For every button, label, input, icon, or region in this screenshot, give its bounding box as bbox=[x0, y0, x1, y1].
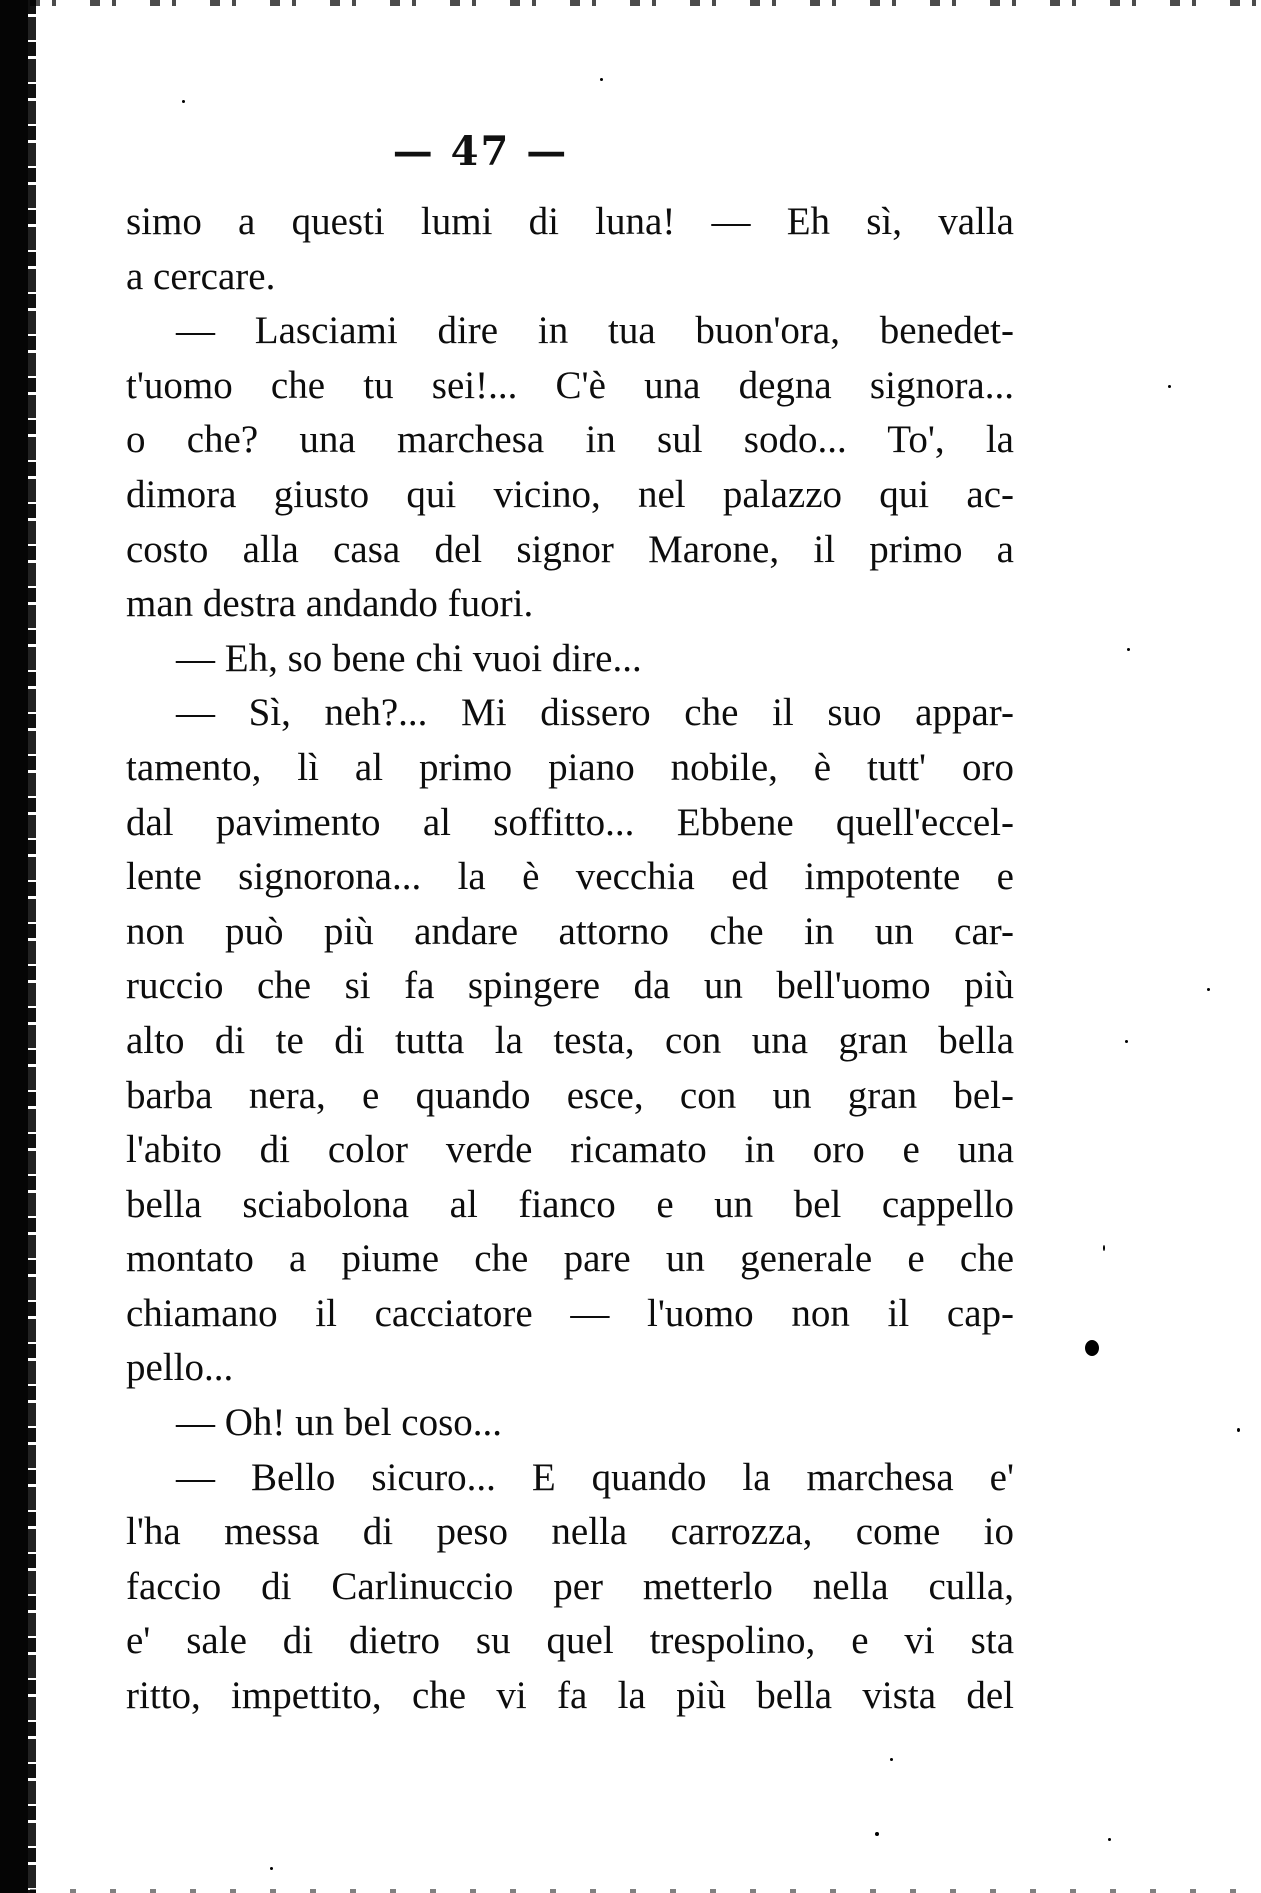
text-line: chiamano il cacciatore — l'uomo non il cap- bbox=[126, 1291, 1014, 1335]
scan-speck bbox=[270, 1867, 273, 1870]
scan-edge-bottom bbox=[30, 1889, 1261, 1893]
text-line: ruccio che si fa spingere da un bell'uomo più bbox=[126, 964, 1014, 1008]
text-line: a cercare. bbox=[126, 254, 276, 298]
text-line: l'abito di color verde ricamato in oro e una bbox=[126, 1128, 1014, 1172]
text-line: dimora giusto qui vicino, nel palazzo qui ac- bbox=[126, 472, 1014, 516]
text-line: pello... bbox=[126, 1346, 234, 1390]
text-line: bella sciabolona al fianco e un bel cappello bbox=[126, 1182, 1014, 1226]
text-line: ritto, impettito, che vi fa la più bella vista del bbox=[126, 1674, 1014, 1718]
text-line: o che? una marchesa in sul sodo... To', la bbox=[126, 418, 1014, 462]
text-line: faccio di Carlinuccio per metterlo nella culla, bbox=[126, 1564, 1014, 1608]
text-line: costo alla casa del signor Marone, il primo a bbox=[126, 527, 1014, 571]
text-line: lente signorona... la è vecchia ed impotente e bbox=[126, 855, 1014, 899]
text-line: e' sale di dietro su quel trespolino, e vi sta bbox=[126, 1619, 1014, 1663]
text-line: barba nera, e quando esce, con un gran bel- bbox=[126, 1073, 1014, 1117]
scan-speck bbox=[1207, 988, 1210, 991]
text-line: simo a questi lumi di luna! — Eh sì, valla bbox=[126, 200, 1014, 243]
text-line: alto di te di tutta la testa, con una gran bella bbox=[126, 1018, 1014, 1062]
text-line: tamento, lì al primo piano nobile, è tutt' oro bbox=[126, 745, 1014, 789]
text-line: — Eh, so bene chi vuoi dire... bbox=[176, 636, 642, 680]
scan-speck bbox=[1125, 1040, 1128, 1043]
scan-speck bbox=[182, 100, 185, 103]
scan-speck bbox=[1085, 1340, 1099, 1356]
scan-speck bbox=[1127, 648, 1130, 651]
scan-speck bbox=[600, 78, 603, 81]
text-line: — Oh! un bel coso... bbox=[176, 1401, 503, 1445]
text-line: man destra andando fuori. bbox=[126, 582, 534, 626]
scan-speck bbox=[1168, 385, 1171, 388]
text-line: — Lasciami dire in tua buon'ora, benedet- bbox=[176, 309, 1014, 353]
page-number: — 47 — bbox=[392, 128, 569, 175]
scan-edge-texture bbox=[28, 0, 36, 1893]
scan-edge-top bbox=[30, 0, 1261, 6]
text-line: t'uomo che tu sei!... C'è una degna signora... bbox=[126, 363, 1014, 407]
text-line: dal pavimento al soffitto... Ebbene quell'eccel- bbox=[126, 800, 1014, 844]
text-line: — Sì, neh?... Mi dissero che il suo appar- bbox=[176, 691, 1014, 735]
scan-edge-left bbox=[0, 0, 30, 1893]
scan-speck bbox=[875, 1832, 879, 1836]
body-text bbox=[126, 195, 1014, 1724]
scan-speck bbox=[890, 1758, 893, 1761]
text-line: non può più andare attorno che in un car- bbox=[126, 909, 1014, 953]
scan-speck bbox=[1108, 1838, 1111, 1841]
text-line: l'ha messa di peso nella carrozza, come io bbox=[126, 1510, 1014, 1554]
text-line: — Bello sicuro... E quando la marchesa e' bbox=[176, 1455, 1014, 1499]
scan-speck bbox=[1237, 1428, 1240, 1432]
text-line: montato a piume che pare un generale e che bbox=[126, 1237, 1014, 1281]
scan-speck bbox=[1103, 1245, 1105, 1251]
